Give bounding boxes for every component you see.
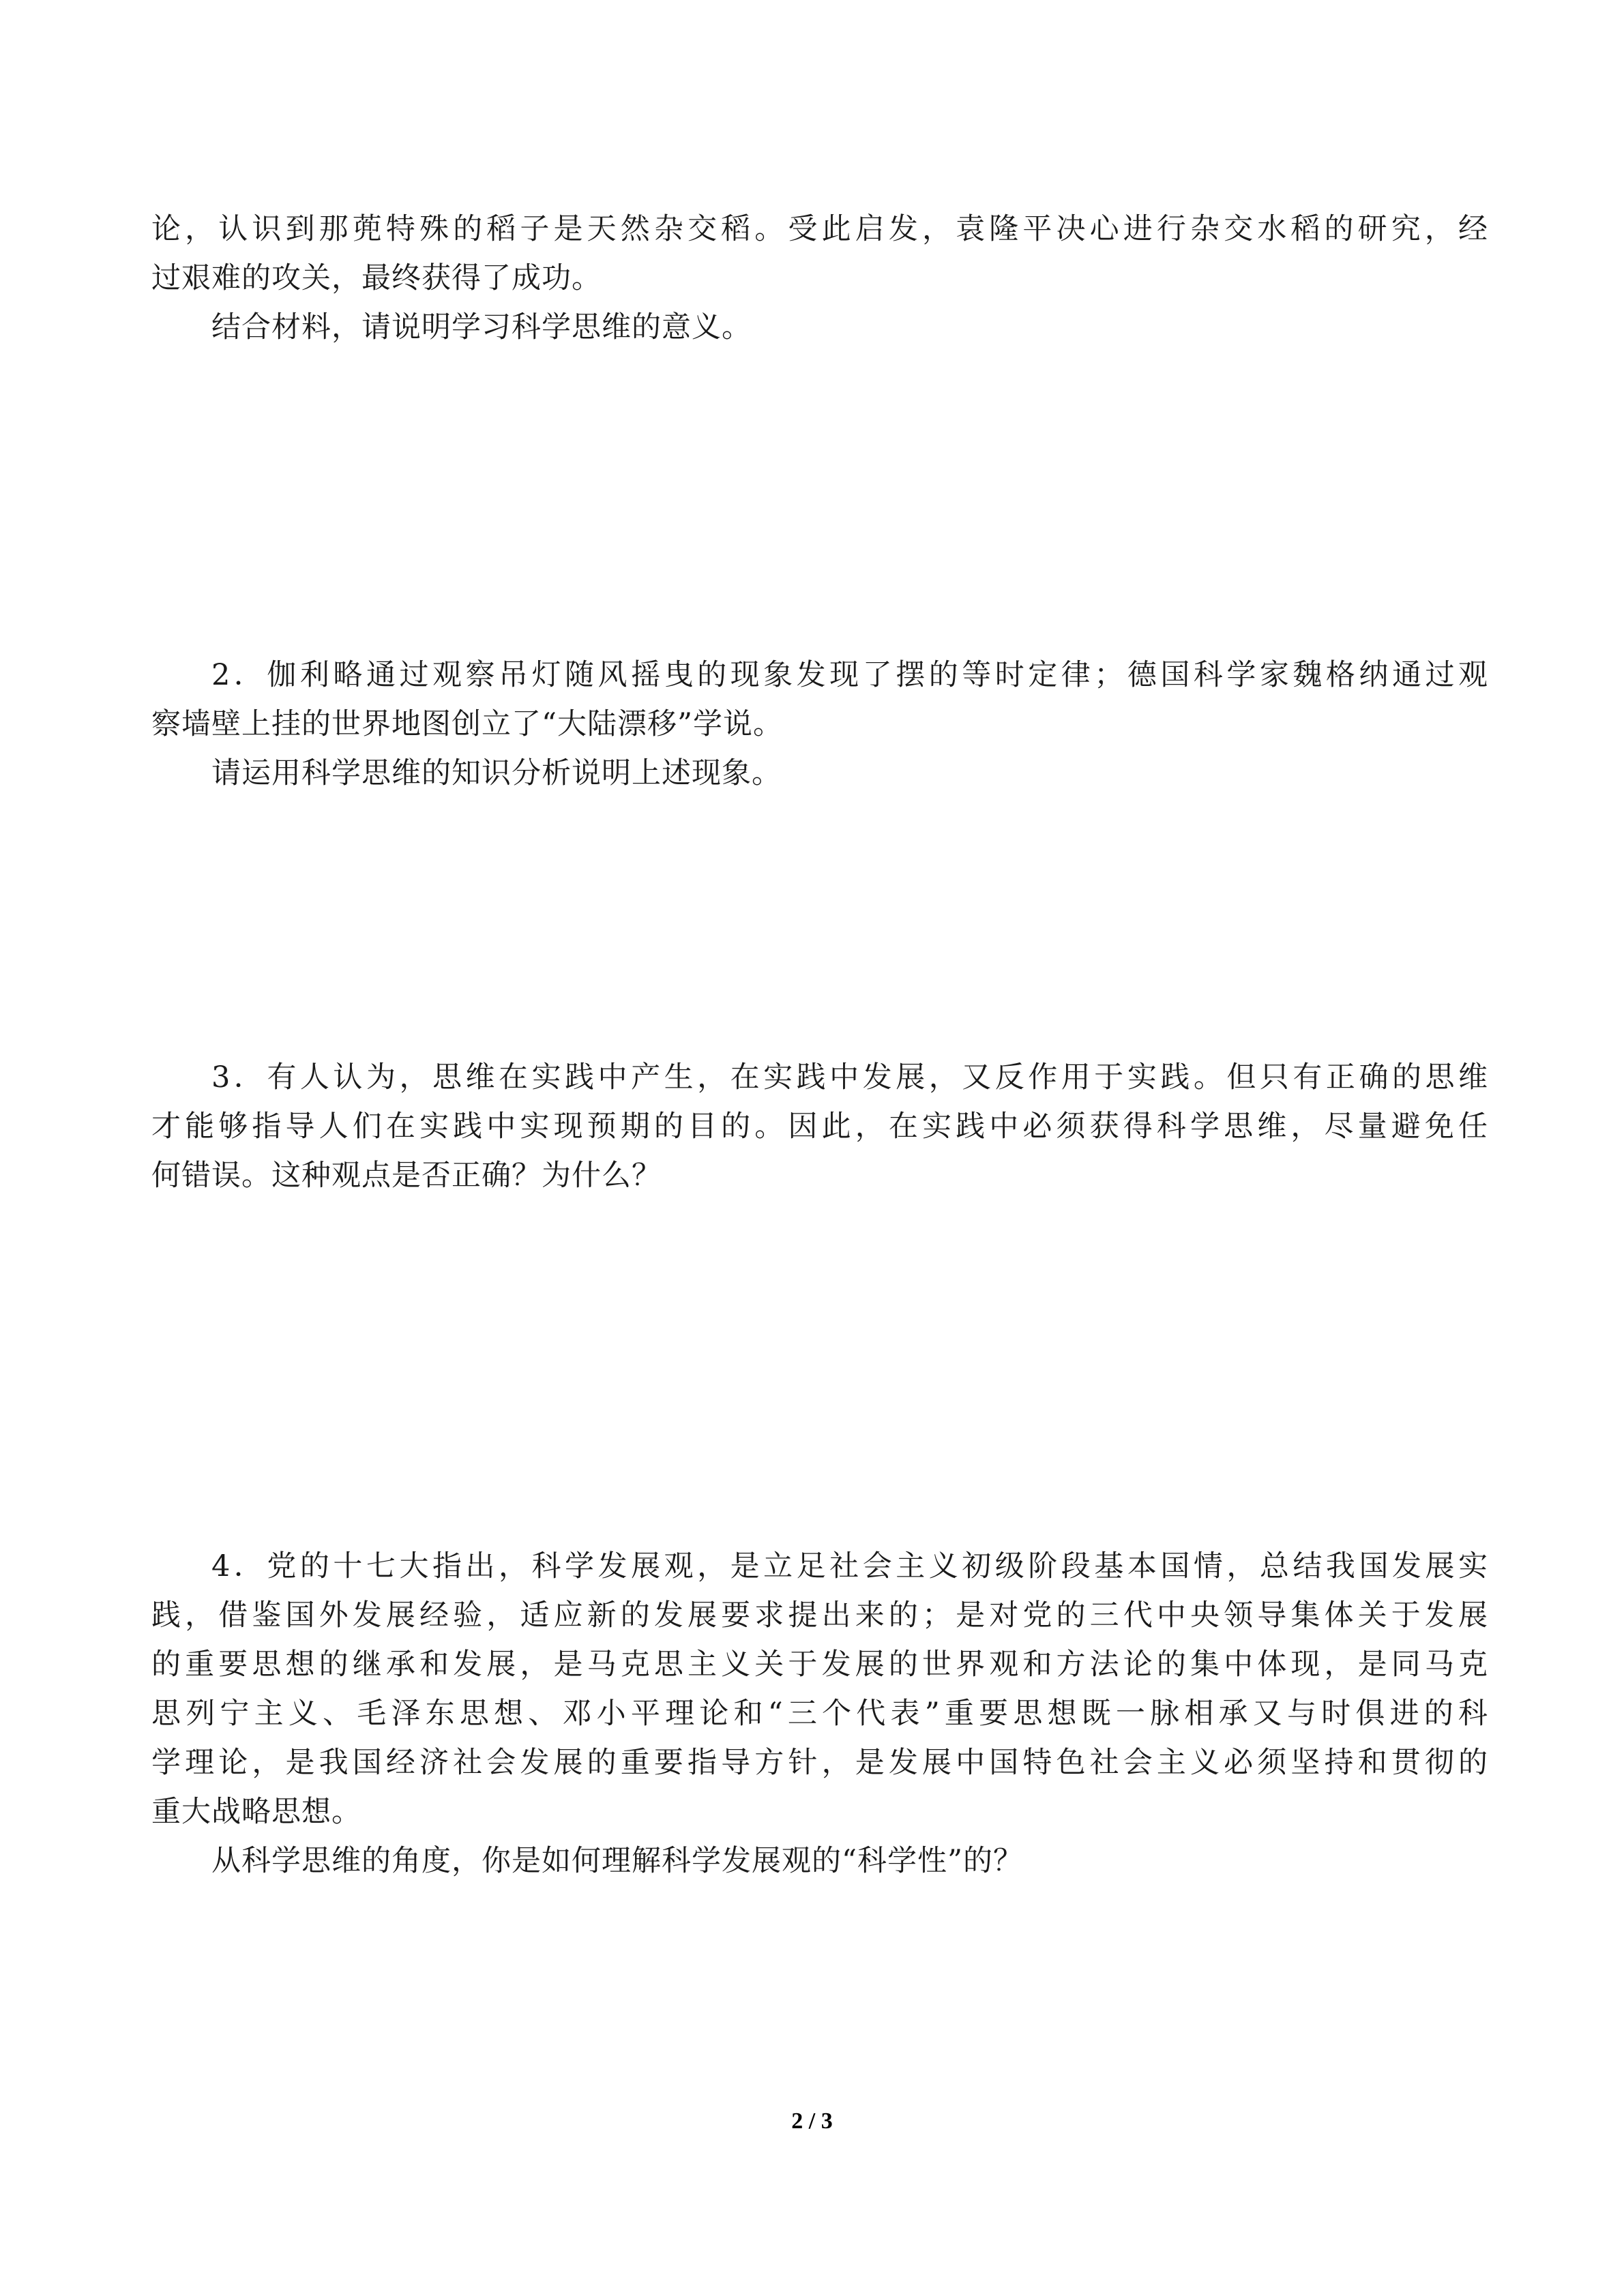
paragraph-line: 察墙壁上挂的世界地图创立了“大陆漂移”学说。 [151,707,783,741]
question-2-prompt: 请运用科学思维的知识分析说明上述现象。 [211,756,782,790]
paragraph-line: 论，认识到那蔸特殊的稻子是天然杂交稻。受此启发，袁隆平决心进行杂交水稻的研究，经 [151,212,1488,246]
paragraph-line: 学理论，是我国经济社会发展的重要指导方针，是发展中国特色社会主义必须坚持和贯彻的 [151,1746,1488,1780]
paragraph-line: 思列宁主义、毛泽东思想、邓小平理论和“三个代表”重要思想既一脉相承又与时俱进的科 [151,1697,1488,1731]
page-number: 2 / 3 [791,2108,833,2134]
question-1-continuation [151,205,1488,352]
question-4-prompt: 从科学思维的角度，你是如何理解科学发展观的“科学性”的？ [211,1844,1023,1878]
paragraph-line: 4．党的十七大指出，科学发展观，是立足社会主义初级阶段基本国情，总结我国发展实 [211,1549,1488,1583]
paragraph-line: 践，借鉴国外发展经验，适应新的发展要求提出来的；是对党的三代中央领导集体关于发展 [151,1598,1488,1632]
paragraph-line: 的重要思想的继承和发展，是马克思主义关于发展的世界观和方法论的集中体现，是同马克 [151,1648,1488,1682]
paragraph-line: 3．有人认为，思维在实践中产生，在实践中发展，又反作用于实践。但只有正确的思维 [211,1060,1488,1094]
paragraph-line: 何错误。这种观点是否正确？为什么？ [151,1159,662,1193]
paragraph-line: 重大战略思想。 [151,1795,361,1829]
paragraph-line: 2．伽利略通过观察吊灯随风摇曳的现象发现了摆的等时定律；德国科学家魏格纳通过观 [211,658,1488,692]
paragraph-line: 过艰难的攻关，最终获得了成功。 [151,261,602,295]
question-3 [151,1053,1488,1200]
question-2 [151,651,1488,798]
question-4 [151,1542,1488,1885]
question-1-prompt: 结合材料，请说明学习科学思维的意义。 [211,310,752,344]
paragraph-line: 才能够指导人们在实践中实现预期的目的。因此，在实践中必须获得科学思维，尽量避免任 [151,1109,1488,1144]
